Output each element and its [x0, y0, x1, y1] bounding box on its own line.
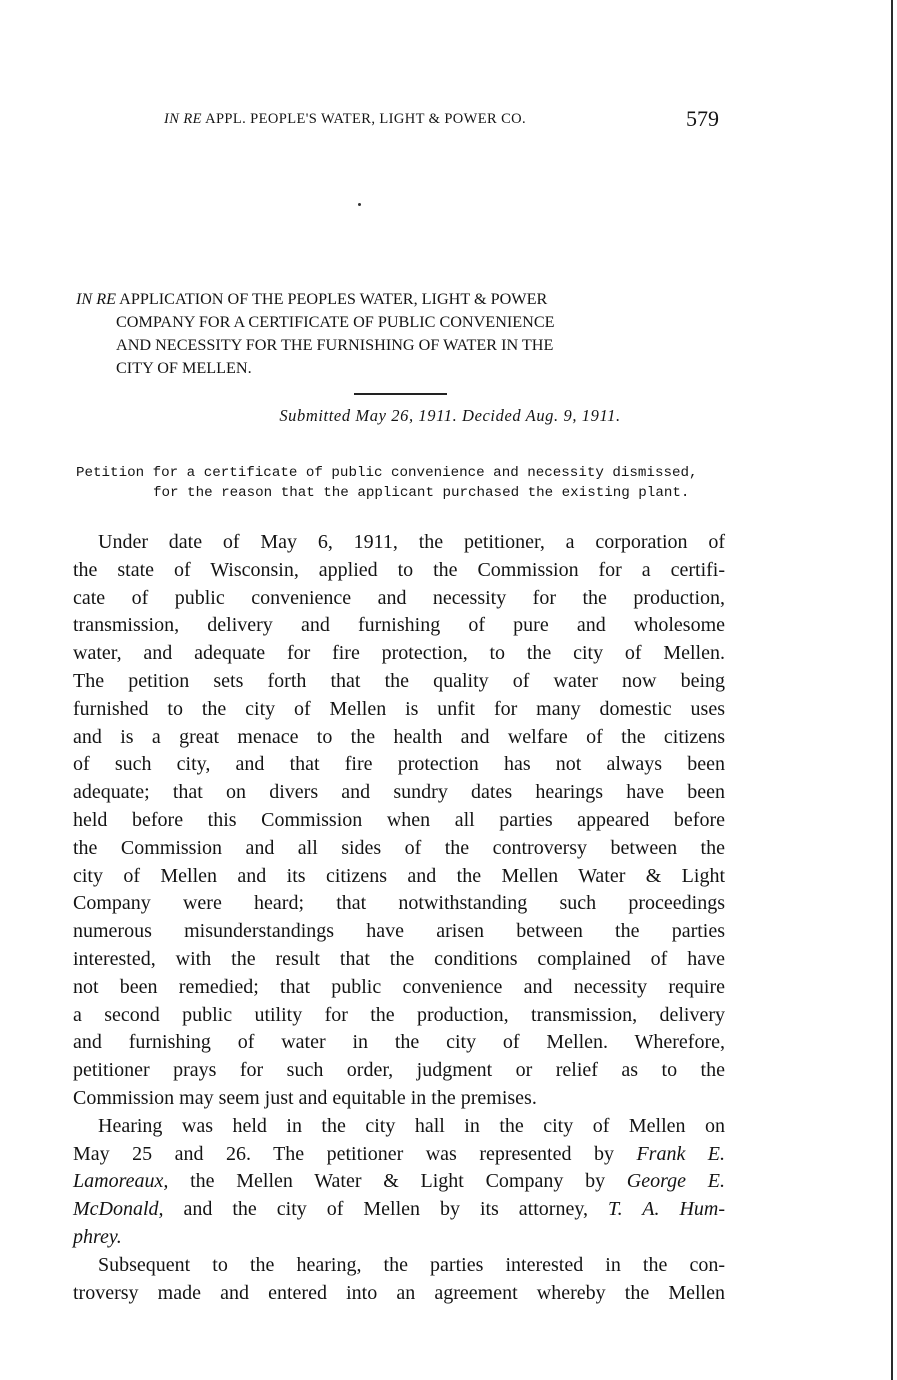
counsel-name: Lamoreaux,: [73, 1170, 169, 1193]
paragraph-3: Subsequent to the hearing, the parties interested in the con- troversy made and entered into an agreement whereby the Mellen: [73, 1253, 725, 1304]
counsel-name: Frank E.: [636, 1142, 726, 1165]
paragraph-2: Hearing was held in the city hall in the city of Mellen on May 25 and 26. The petitioner was represented by Frank E. Lamoreaux, the Mellen Water & Light Company by George E. McDonald, and the city of Mellen by its attorney, T. A. Hum- phrey.: [73, 1113, 725, 1252]
case-title-line-1: IN RE APPLICATION OF THE PEOPLES WATER, LIGHT & POWER: [76, 290, 548, 308]
separator-rule: [354, 393, 447, 395]
case-title-line-4: CITY OF MELLEN.: [116, 359, 252, 377]
headnote: [76, 463, 728, 503]
case-title: [76, 288, 730, 380]
running-head: [164, 111, 644, 128]
print-speck: [358, 203, 361, 206]
counsel-name: T. A. Hum-: [608, 1198, 725, 1221]
page-edge: [891, 0, 893, 1380]
counsel-name: McDonald,: [73, 1198, 164, 1221]
case-title-line-2: COMPANY FOR A CERTIFICATE OF PUBLIC CONVENIENCE: [116, 313, 555, 331]
counsel-name: phrey.: [73, 1225, 122, 1248]
case-title-line-3: AND NECESSITY FOR THE FURNISHING OF WATER IN THE: [116, 336, 554, 354]
counsel-name: George E.: [626, 1170, 725, 1193]
headnote-line-1: Petition for a certificate of public convenience and necessity dismissed,: [76, 465, 698, 481]
case-title-italic: IN RE: [76, 290, 117, 308]
page-number: 579: [686, 106, 719, 131]
running-head-text: APPL. PEOPLE'S WATER, LIGHT & POWER CO.: [205, 111, 527, 127]
running-head-italic: IN RE: [164, 111, 202, 127]
paragraph-1: Under date of May 6, 1911, the petitioner, a corporation of the state of Wisconsin, applied to the Commission for a certifi- cate of public convenience and necessity for the production, transmission, delivery and furnishing of pure and wholesome water, and adequate for fire protection, to the city of Mellen. The petition sets forth that the quality of water now being furnished to the city of Mellen is unfit for many domestic uses and is a great menace to the health and welfare of the citizens of such city, and that fire protection has not always been adequate; that on divers and sundry dates hearings have been held before this Commission when all parties appeared before the Commission and all sides of the controversy between the city of Mellen and its citizens and the Mellen Water & Light Company were heard; that notwithstanding such proceedings numerous misunderstandings have arisen between the parties interested, with the result that the conditions complained of have not been remedied; that public convenience and necessity require a second public utility for the production, transmission, delivery and furnishing of water in the city of Mellen. Wherefore, petitioner prays for such order, judgment or relief as to the Commission may seem just and equitable in the premises.: [73, 531, 725, 1109]
submission-dates: Submitted May 26, 1911. Decided Aug. 9, 1911.: [279, 406, 621, 425]
headnote-line-2: for the reason that the applicant purchased the existing plant.: [153, 485, 690, 501]
opinion-body: [73, 529, 725, 1307]
